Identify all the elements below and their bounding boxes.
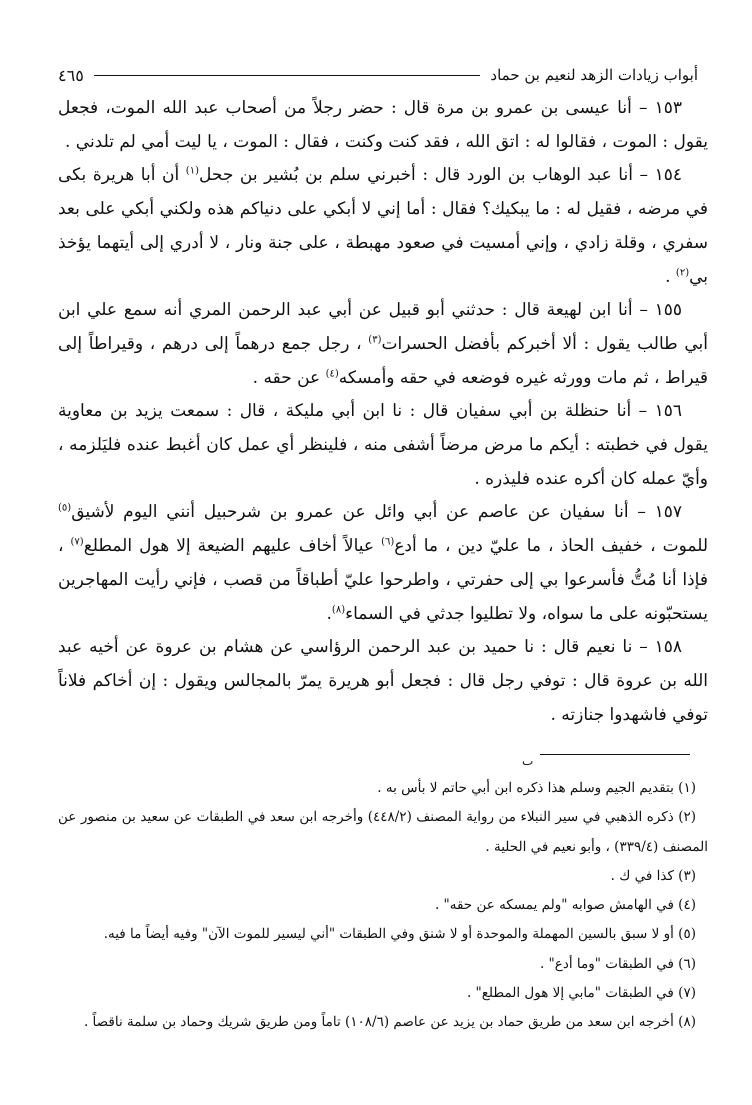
narration-text: أنا ابن لهيعة قال : حدثني أبو قبيل عن أبي عبد الرحمن المري أنه سمع علي ابن أبي طالب يقول : ألا أخبركم بأفضل الحسرات [58, 300, 708, 354]
footnote-ref: (٧) [70, 536, 84, 548]
narration-153: ١٥٣ – أنا عيسى بن عمرو بن مرة قال : حضر رجلاً من أصحاب عبد الله الموت، فجعل يقول : الموت ، فقالوا له : اتق الله ، فقد كنت وكنت ، فقال : الموت ، يا ليت أمي لم تلدني . [58, 98, 708, 152]
footnote-ref: (٢) [675, 266, 690, 278]
narration-text: أنا حنظلة بن أبي سفيان قال : نا ابن أبي مليكة ، قال : سمعت يزيد بن معاوية يقول في خطبته : أيكم ما مرض مرضاً أشفى منه ، فلينظر أي عمل كان أغبط عنده فليَلزمه ، وأيّ عمله كان أكره عنده فليذره . [58, 401, 708, 489]
narration-number: ١٥٧ [654, 502, 682, 523]
footnote-ref: (٦) [381, 536, 395, 548]
narration-157: ١٥٧ – أنا سفيان عن عاصم عن أبي وائل عن عمرو بن شرحبيل أنني اليوم لأشيق$^{(٥)}$ للموت ، خفيف الحاذ ، ما عليّ دين ، ما أدع$^{(٦)}$ عيالاً أخاف عليهم الضيعة إلا هول المطلع$^{(٧)}$ ، فإذا أنا مُتُّ فأسرعوا بي إلى حفرتي ، واطرحوا عليّ أطباقاً من قصب ، فإني رأيت المهاجرين يستحبّونه على ما سواه، ولا تطليوا جدثي في السماء$^{(٨)}$. [58, 502, 709, 624]
page-number: ٤٦٥ [58, 65, 84, 85]
footnotes [58, 774, 708, 1038]
narration-text: . [665, 266, 676, 287]
footnote-ref: (١) [185, 165, 199, 177]
footnote-separator [540, 754, 690, 755]
narration-text: عيالاً أخاف عليهم الضيعة إلا هول المطلع [83, 536, 382, 557]
footnote-3: (٣) كذا في ك . [610, 867, 696, 884]
separator-mark: ٮ [522, 754, 534, 768]
footnote-6: (٦) في الطبقات "وما أدع" . [539, 955, 696, 972]
narration-158: ١٥٨ – نا نعيم قال : نا حميد بن عبد الرحمن الرؤاسي عن هشام بن عروة عن أخيه عبد الله بن عروة قال : توفي رجل قال : فجعل أبو هريرة يمرّ بالمجالس ويقول : إن أخاكم فلاناً توفي فاشهدوا جنازته . [58, 637, 708, 725]
narration-text: . [326, 603, 332, 624]
footnote-4: (٤) في الهامش صوابه "ولم يمسكه عن حقه" . [434, 897, 696, 914]
narration-text: أنا عيسى بن عمرو بن مرة قال : حضر رجلاً من أصحاب عبد الله الموت، فجعل يقول : الموت ، فقالوا له : اتق الله ، فقد كنت وكنت ، فقال : الموت ، يا ليت أمي لم تلدني . [58, 98, 708, 152]
footnote-ref: (٤) [325, 367, 339, 379]
narration-text: أن أبا هريرة بكى في مرضه ، فقيل له : ما يبكيك؟ فقال : أما إني لا أبكي على دنياكم هذه ولكني أبكي على بعد سفري ، وقلة زادي ، وإني أمسيت في صعود مهبطة ، على جنة ونار ، لا أدري إلى أيتهما يؤخذ بي [58, 165, 709, 287]
header-rule [94, 75, 481, 76]
narration-number: ١٥٦ [654, 401, 682, 422]
narration-text: أنا سفيان عن عاصم عن أبي وائل عن عمرو بن شرحبيل أنني اليوم لأشيق [71, 502, 629, 523]
footnote-8: (٨) أخرجه ابن سعد من طريق حماد بن يزيد عن عاصم (١٠٨/٦) تاماً ومن طريق شريك وحماد بن سلمة ناقصاً . [83, 1014, 696, 1031]
narration-text: عن حقه . [252, 367, 326, 388]
narration-number: ١٥٥ [654, 300, 682, 321]
page-header [58, 62, 698, 88]
footnote-ref: (٥) [58, 502, 72, 514]
narration-text: أنا عبد الوهاب بن الورد قال : أخبرني سلم بن بُشير بن جحل [198, 165, 633, 186]
narration-154: ١٥٤ – أنا عبد الوهاب بن الورد قال : أخبرني سلم بن بُشير بن جحل$^{(١)}$ أن أبا هريرة بكى في مرضه ، فقيل له : ما يبكيك؟ فقال : أما إني لا أبكي على دنياكم هذه ولكني أبكي على بعد سفري ، وقلة زادي ، وإني أمسيت في صعود مهبطة ، على جنة ونار ، لا أدري إلى أيتهما يؤخذ بي$^{(٢)}$ . [58, 165, 709, 287]
narration-text: نا نعيم قال : نا حميد بن عبد الرحمن الرؤاسي عن هشام بن عروة عن أخيه عبد الله بن عروة قال : توفي رجل قال : فجعل أبو هريرة يمرّ بالمجالس ويقول : إن أخاكم فلاناً توفي فاشهدوا جنازته . [58, 637, 708, 725]
narration-number: ١٥٣ [654, 98, 682, 118]
narration-number: ١٥٨ [654, 637, 683, 658]
footnote-7: (٧) في الطبقات "مابي إلا هول المطلع" . [466, 985, 696, 1002]
footnote-1: (١) بتقديم الجيم وسلم هذا ذكره ابن أبي حاتم لا بأس به . [377, 780, 696, 796]
narration-number: ١٥٤ [654, 165, 683, 186]
footnote-2: (٢) ذكره الذهبي في سير النبلاء من رواية المصنف (٤٤٨/٢) وأخرجه ابن سعد في الطبقات عن سعيد بن منصور عن المصنف (٣٣٩/٤) ، وأبو نعيم في الحلية . [58, 809, 708, 855]
main-text [58, 92, 708, 732]
running-title: أبواب زيادات الزهد لنعيم بن حماد [490, 66, 698, 84]
narration-text: ، فإذا أنا مُتُّ فأسرعوا بي إلى حفرتي ، واطرحوا عليّ أطباقاً من قصب ، فإني رأيت المهاجرين يستحبّونه على ما سواه، ولا تطليوا جدثي في السماء [58, 536, 708, 624]
narration-156: ١٥٦ – أنا حنظلة بن أبي سفيان قال : نا ابن أبي مليكة ، قال : سمعت يزيد بن معاوية يقول في خطبته : أيكم ما مرض مرضاً أشفى منه ، فلينظر أي عمل كان أغبط عنده فليَلزمه ، وأيّ عمله كان أكره عنده فليذره . [58, 401, 708, 489]
narration-155: ١٥٥ – أنا ابن لهيعة قال : حدثني أبو قبيل عن أبي عبد الرحمن المري أنه سمع علي ابن أبي طالب يقول : ألا أخبركم بأفضل الحسرات$^{(٣)}$ ، رجل جمع درهماً إلى درهم ، وقيراطاً إلى قيراط ، ثم مات وورثه غيره فوضعه في حقه وأمسكه$^{(٤)}$ عن حقه . [58, 300, 708, 388]
narration-text: ، رجل جمع درهماً إلى درهم ، وقيراطاً إلى قيراط ، ثم مات وورثه غيره فوضعه في حقه وأمسكه [58, 333, 708, 388]
footnote-ref: (٨) [331, 603, 346, 615]
footnote-5: (٥) أو لا سبق بالسين المهملة والموحدة أو لا شنق وفي الطبقات "أني ليسير للموت الآن" وفيه أيضاً ما فيه. [103, 926, 696, 943]
narration-text: للموت ، خفيف الحاذ ، ما عليّ دين ، ما أدع [394, 536, 709, 557]
footnote-ref: (٣) [368, 334, 382, 346]
